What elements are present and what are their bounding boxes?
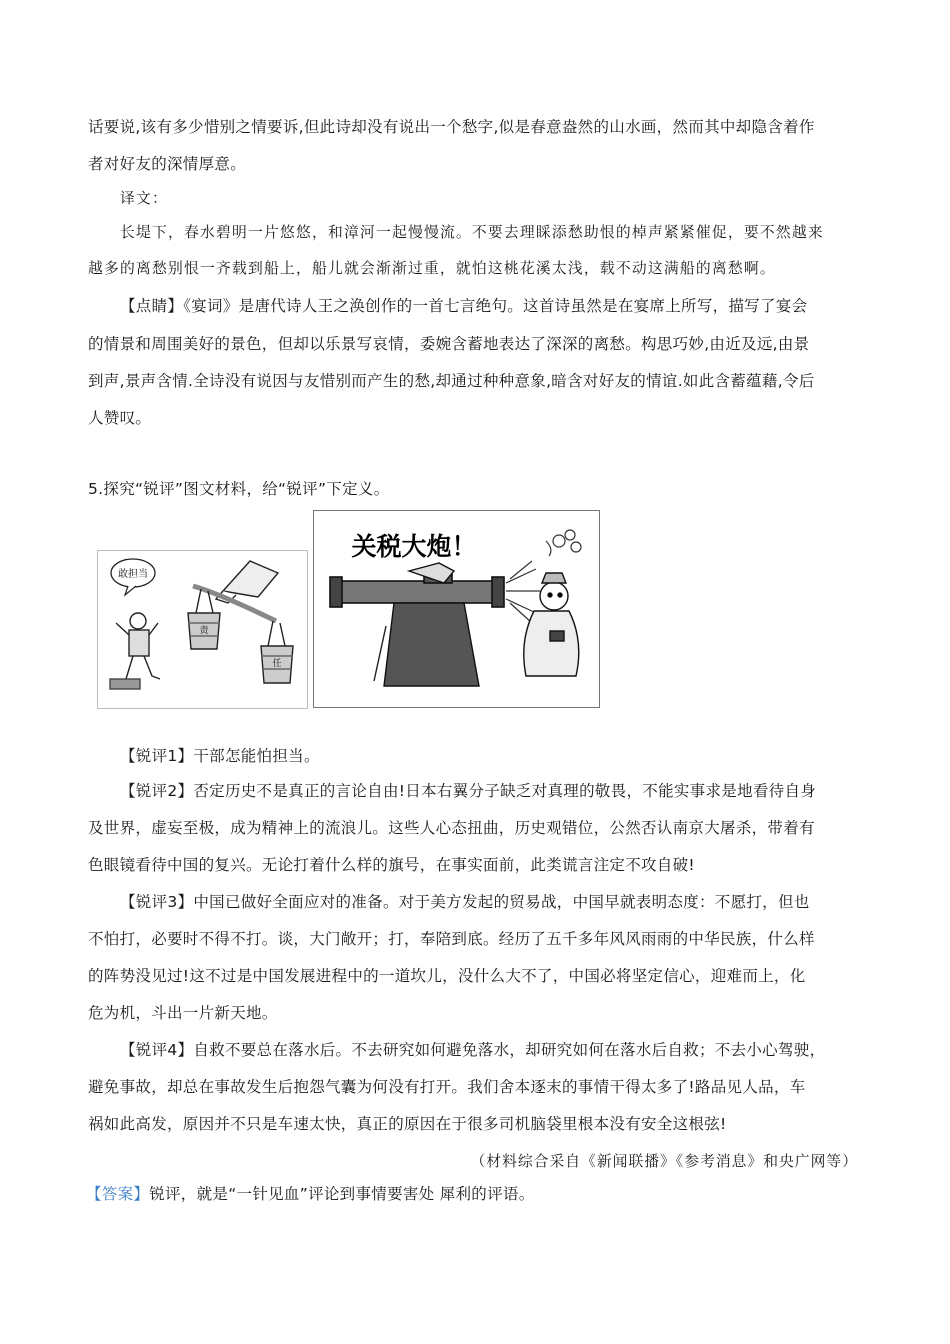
comment-line-2: 的情景和周围美好的景色，但却以乐景写哀情，委婉含蓄地表达了深深的离愁。构思巧妙,由近及远,由景	[88, 335, 810, 353]
answer-tag: 【答案】	[86, 1185, 150, 1203]
bucket-icon	[261, 621, 293, 683]
cartoon-right-drawing	[314, 511, 599, 707]
review-2-line-3: 色眼镜看待中国的复兴。无论打着什么样的旗号，在事实面前，此类谎言注定不攻自破!	[88, 856, 695, 874]
review-4-line-1: 【锐评4】自救不要总在落水后。不去研究如何避免落水，却研究如何在落水后自救；不去小心驾驶，	[120, 1041, 826, 1059]
material-source: （材料综合采自《新闻联播》《参考消息》和央广网等）	[470, 1153, 858, 1170]
translation-line-1: 长堤下，春水碧明一片悠悠，和漳河一起慢慢流。不要去理睬添愁助恨的棹声紧紧催促，要不然越来	[120, 224, 824, 241]
translation-line-2: 越多的离愁别恨一齐载到船上，船儿就会渐渐过重，就怕这桃花溪太浅，载不动这满船的离愁啊。	[88, 260, 776, 277]
question-5-prompt: 5.探究“锐评”图文材料，给“锐评”下定义。	[88, 480, 390, 498]
review-4-line-2: 避免事故，却总在事故发生后抱怨气囊为何没有打开。我们舍本逐末的事情干得太多了!路品见人品，车	[88, 1078, 806, 1096]
answer-line	[86, 1183, 535, 1205]
review-1-line-1: 【锐评1】干部怎能怕担当。	[120, 747, 320, 765]
cartoon-right	[313, 510, 600, 708]
review-2-line-1: 【锐评2】否定历史不是真正的言论自由!日本右翼分子缺乏对真理的敬畏，不能实事求是地看待自身	[120, 782, 817, 800]
answer-text: 锐评，就是“一针见血”评论到事情要害处 犀利的评语。	[149, 1185, 535, 1203]
bucket-icon	[188, 589, 220, 649]
cadre-figure-icon	[110, 613, 160, 689]
bucket-label-right: 任	[272, 659, 282, 669]
bucket-label-left: 责	[199, 626, 209, 636]
translation-label: 译文：	[120, 190, 168, 207]
comment-line-1: 【点睛】《宴词》是唐代诗人王之涣创作的一首七言绝句。这首诗虽然是在宴席上所写，描写了宴会	[120, 297, 808, 315]
cannon-icon	[330, 571, 504, 607]
analysis-line-1: 话要说,该有多少惜别之情要诉,但此诗却没有说出一个愁字,似是春意盎然的山水画，然而其中却隐含着作	[88, 118, 815, 136]
cartoon-title: 关税大炮！	[351, 532, 477, 561]
bubble-text: 敢担当	[118, 569, 148, 580]
smoke-icon	[546, 530, 581, 556]
review-4-line-3: 祸如此高发，原因并不只是车速太快，真正的原因在于很多司机脑袋里根本没有安全这根弦!	[88, 1115, 727, 1133]
review-3-line-3: 的阵势没见过!这不过是中国发展进程中的一道坎儿，没什么大不了，中国必将坚定信心，迎难而上，化	[88, 967, 806, 985]
review-3-line-1: 【锐评3】中国已做好全面应对的准备。对于美方发起的贸易战，中国早就表明态度：不愿打，但也	[120, 893, 810, 911]
review-3-line-4: 危为机，斗出一片新天地。	[88, 1004, 278, 1022]
review-3-line-2: 不怕打，必要时不得不打。谈，大门敞开；打，奉陪到底。经历了五千多年风风雨雨的中华民族，什么样	[88, 930, 815, 948]
cartoon-left-drawing	[98, 551, 307, 708]
comment-line-4: 人赞叹。	[88, 409, 152, 427]
analysis-line-2: 者对好友的深情厚意。	[88, 155, 247, 173]
comment-line-3: 到声,景声含情.全诗没有说因与友惜别而产生的愁,却通过种种意象,暗含对好友的情谊.如此含蓄蕴藉,令后	[88, 372, 815, 390]
review-2-line-2: 及世界，虚妄至极，成为精神上的流浪儿。这些人心态扭曲，历史观错位，公然否认南京大屠杀，带着有	[88, 819, 815, 837]
blown-figure-icon	[524, 573, 579, 676]
cartoon-left	[97, 550, 308, 709]
